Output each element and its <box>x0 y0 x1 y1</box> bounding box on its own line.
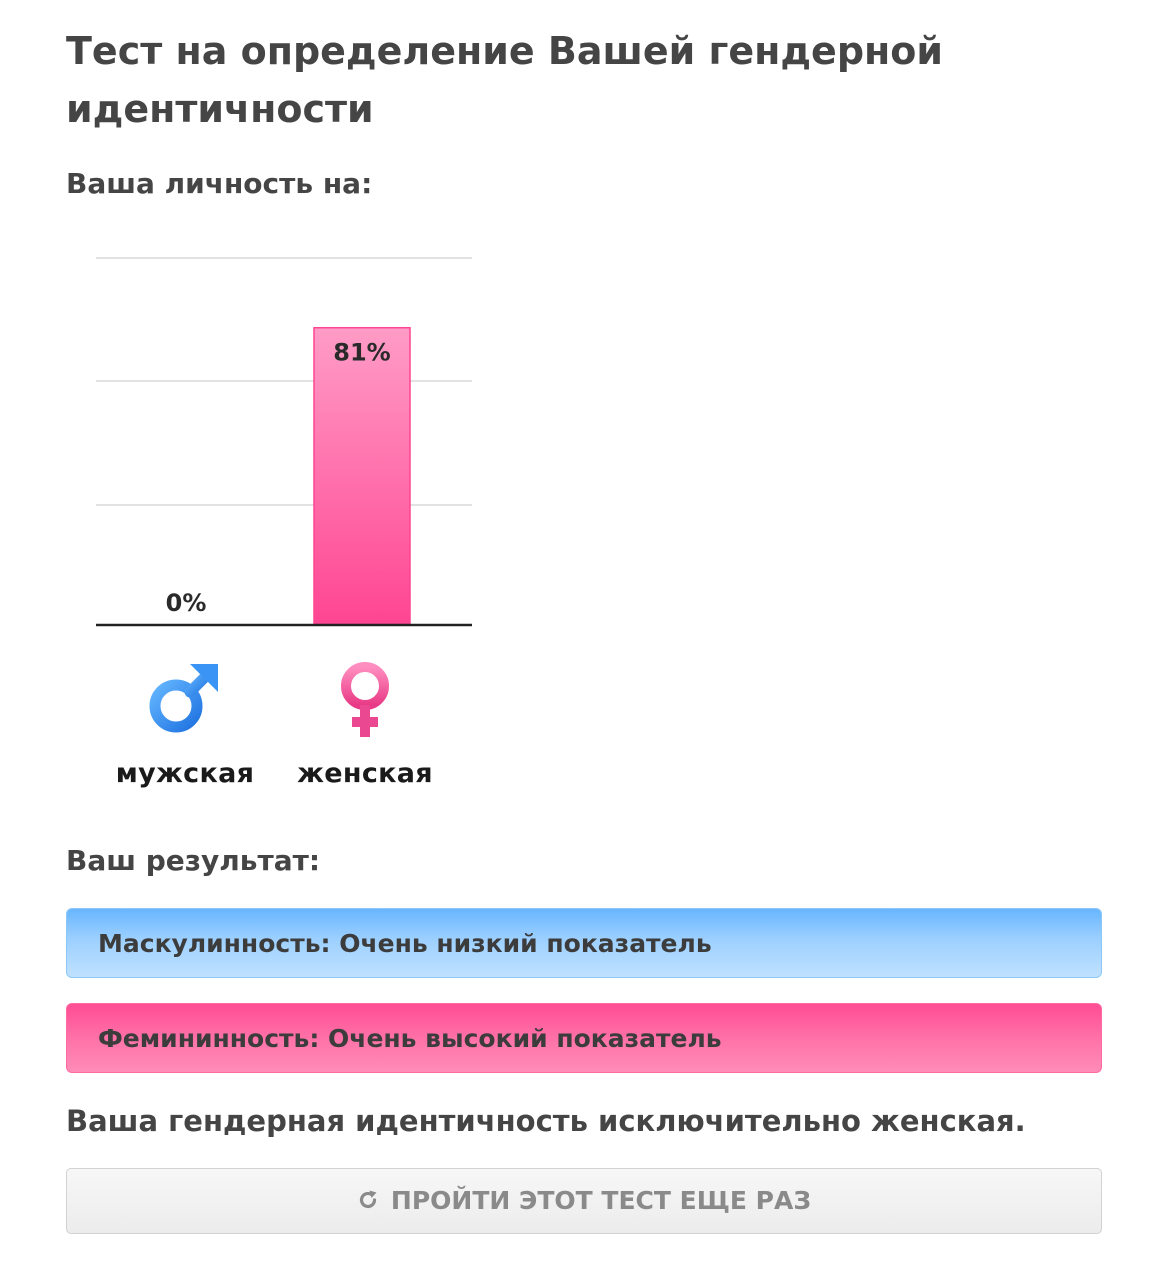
personality-heading: Ваша личность на: <box>66 167 373 200</box>
male-symbol-icon <box>144 658 226 740</box>
legend-male <box>95 658 275 789</box>
retry-test-button[interactable] <box>66 1168 1102 1234</box>
bar-value-label-female: 81% <box>333 338 391 367</box>
legend-male-label: мужская <box>115 758 255 789</box>
result-heading: Ваш результат: <box>66 844 321 877</box>
bar-value-label-male: 0% <box>165 589 207 617</box>
page-title: Тест на определение Вашей гендерной идентичности <box>66 29 944 131</box>
masculinity-result-bar: Маскулинность: Очень низкий показатель <box>66 908 1102 978</box>
gender-bar-chart <box>90 240 490 640</box>
legend-female-label: женская <box>297 758 433 789</box>
retry-button-label: ПРОЙТИ ЭТОТ ТЕСТ ЕЩЕ РАЗ <box>390 1186 812 1215</box>
bar-female <box>314 328 410 625</box>
femininity-result-bar: Фемининность: Очень высокий показатель <box>66 1003 1102 1073</box>
legend-female <box>275 658 455 789</box>
conclusion-text: Ваша гендерная идентичность исключительно женская. <box>66 1104 1026 1138</box>
refresh-icon <box>357 1189 379 1211</box>
female-symbol-icon <box>324 658 406 740</box>
